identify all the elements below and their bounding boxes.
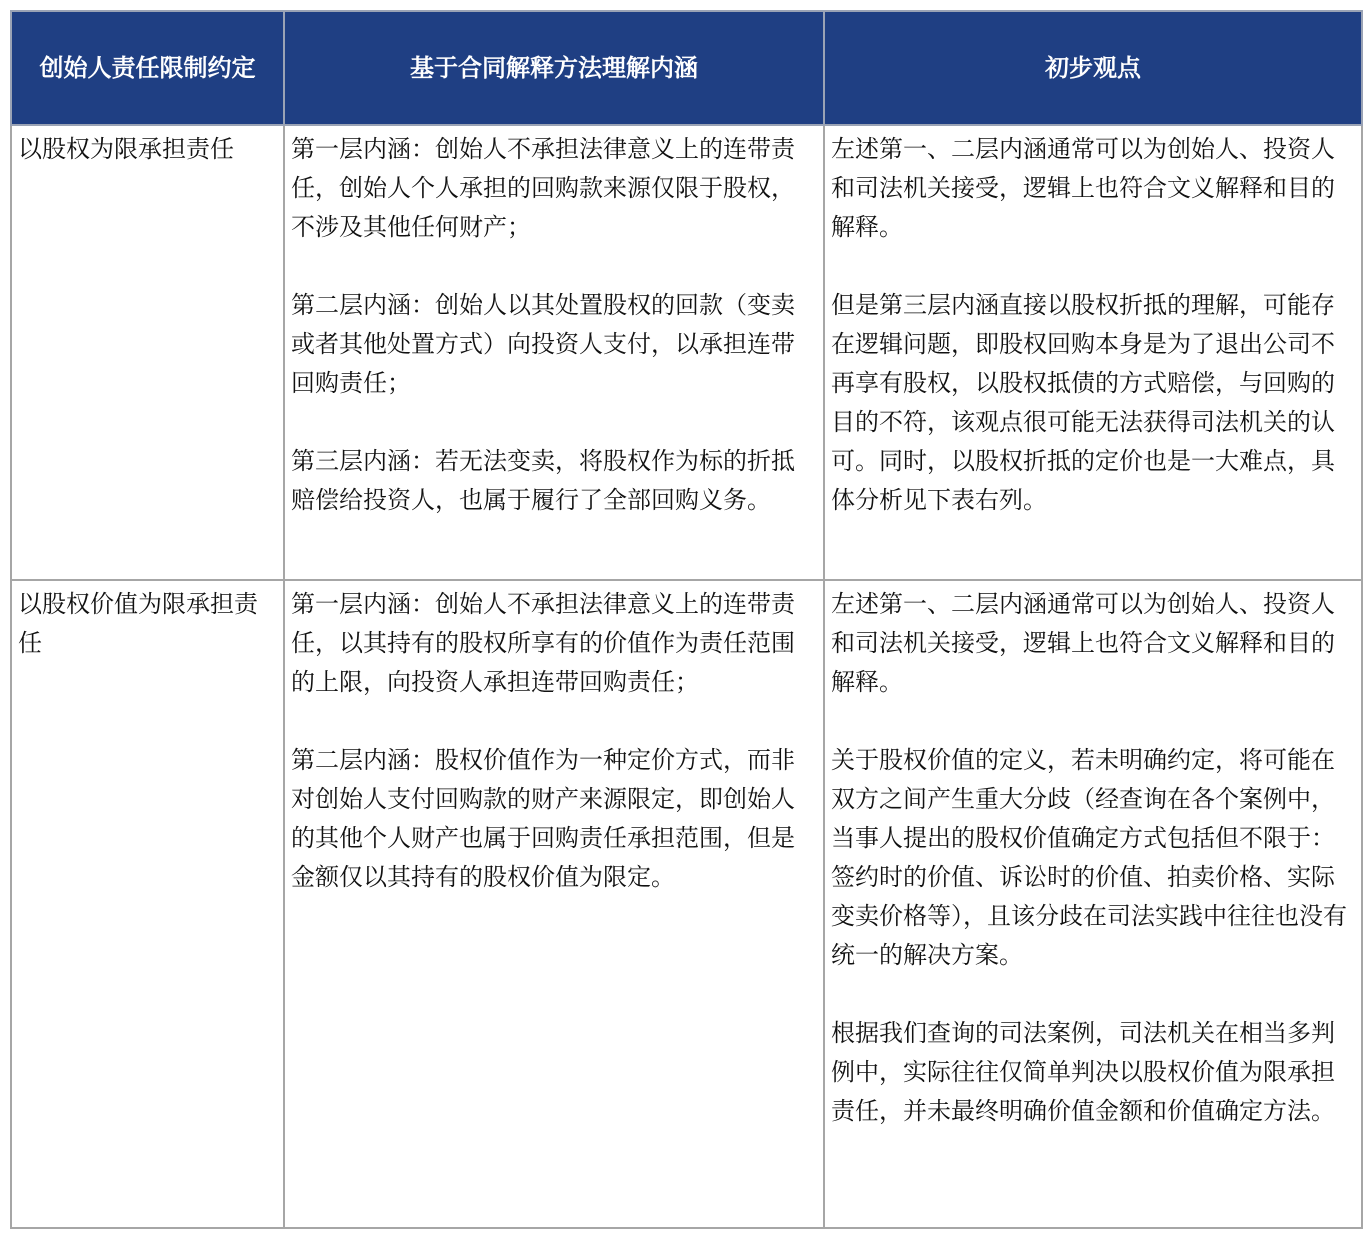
view-paragraph: 关于股权价值的定义，若未明确约定，将可能在双方之间产生重大分歧（经查询在各个案例中，当事人提出的股权价值确定方式包括但不限于：签约时的价值、诉讼时的价值、拍卖价格、实际变卖价格等），且该分歧在司法实践中往往也没有统一的解决方案。: [831, 746, 1347, 969]
header-view: 初步观点: [824, 11, 1362, 125]
founder-liability-table: [10, 10, 1363, 1229]
clause-text: 以股权为限承担责任: [18, 135, 234, 163]
document-body: [10, 10, 1361, 1229]
view-paragraph: 根据我们查询的司法案例，司法机关在相当多判例中，实际往往仅简单判决以股权价值为限承担责任，并未最终明确价值金额和价值确定方法。: [831, 1019, 1335, 1125]
view-paragraph: 左述第一、二层内涵通常可以为创始人、投资人和司法机关接受，逻辑上也符合文义解释和目的解释。: [831, 135, 1335, 241]
clause-text: 以股权价值为限承担责任: [18, 590, 258, 657]
view-paragraph: 但是第三层内涵直接以股权折抵的理解，可能存在逻辑问题，即股权回购本身是为了退出公司不再享有股权，以股权抵债的方式赔偿，与回购的目的不符，该观点很可能无法获得司法机关的认可。同时，以股权折抵的定价也是一大难点，具体分析见下表右列。: [831, 291, 1335, 514]
view-cell: [824, 125, 1362, 580]
meaning-paragraph: 第一层内涵：创始人不承担法律意义上的连带责任，以其持有的股权所享有的价值作为责任范围的上限，向投资人承担连带回购责任；: [291, 590, 795, 696]
meaning-cell: [284, 580, 824, 1228]
meaning-paragraph: 第二层内涵：创始人以其处置股权的回款（变卖或者其他处置方式）向投资人支付，以承担连带回购责任；: [291, 291, 795, 397]
meaning-paragraph: 第一层内涵：创始人不承担法律意义上的连带责任，创始人个人承担的回购款来源仅限于股权，不涉及其他任何财产；: [291, 135, 795, 241]
header-row: [11, 11, 1362, 125]
meaning-paragraph: 第三层内涵：若无法变卖，将股权作为标的折抵赔偿给投资人，也属于履行了全部回购义务。: [291, 447, 795, 514]
table-row: [11, 125, 1362, 580]
meaning-paragraph: 第二层内涵：股权价值作为一种定价方式，而非对创始人支付回购款的财产来源限定，即创始人的其他个人财产也属于回购责任承担范围，但是金额仅以其持有的股权价值为限定。: [291, 746, 795, 891]
meaning-cell: [284, 125, 824, 580]
view-paragraph: 左述第一、二层内涵通常可以为创始人、投资人和司法机关接受，逻辑上也符合文义解释和目的解释。: [831, 590, 1335, 696]
view-cell: [824, 580, 1362, 1228]
table-header: [11, 11, 1362, 125]
header-clause: 创始人责任限制约定: [11, 11, 284, 125]
header-meaning: 基于合同解释方法理解内涵: [284, 11, 824, 125]
clause-cell: [11, 580, 284, 1228]
table-row: [11, 580, 1362, 1228]
clause-cell: [11, 125, 284, 580]
